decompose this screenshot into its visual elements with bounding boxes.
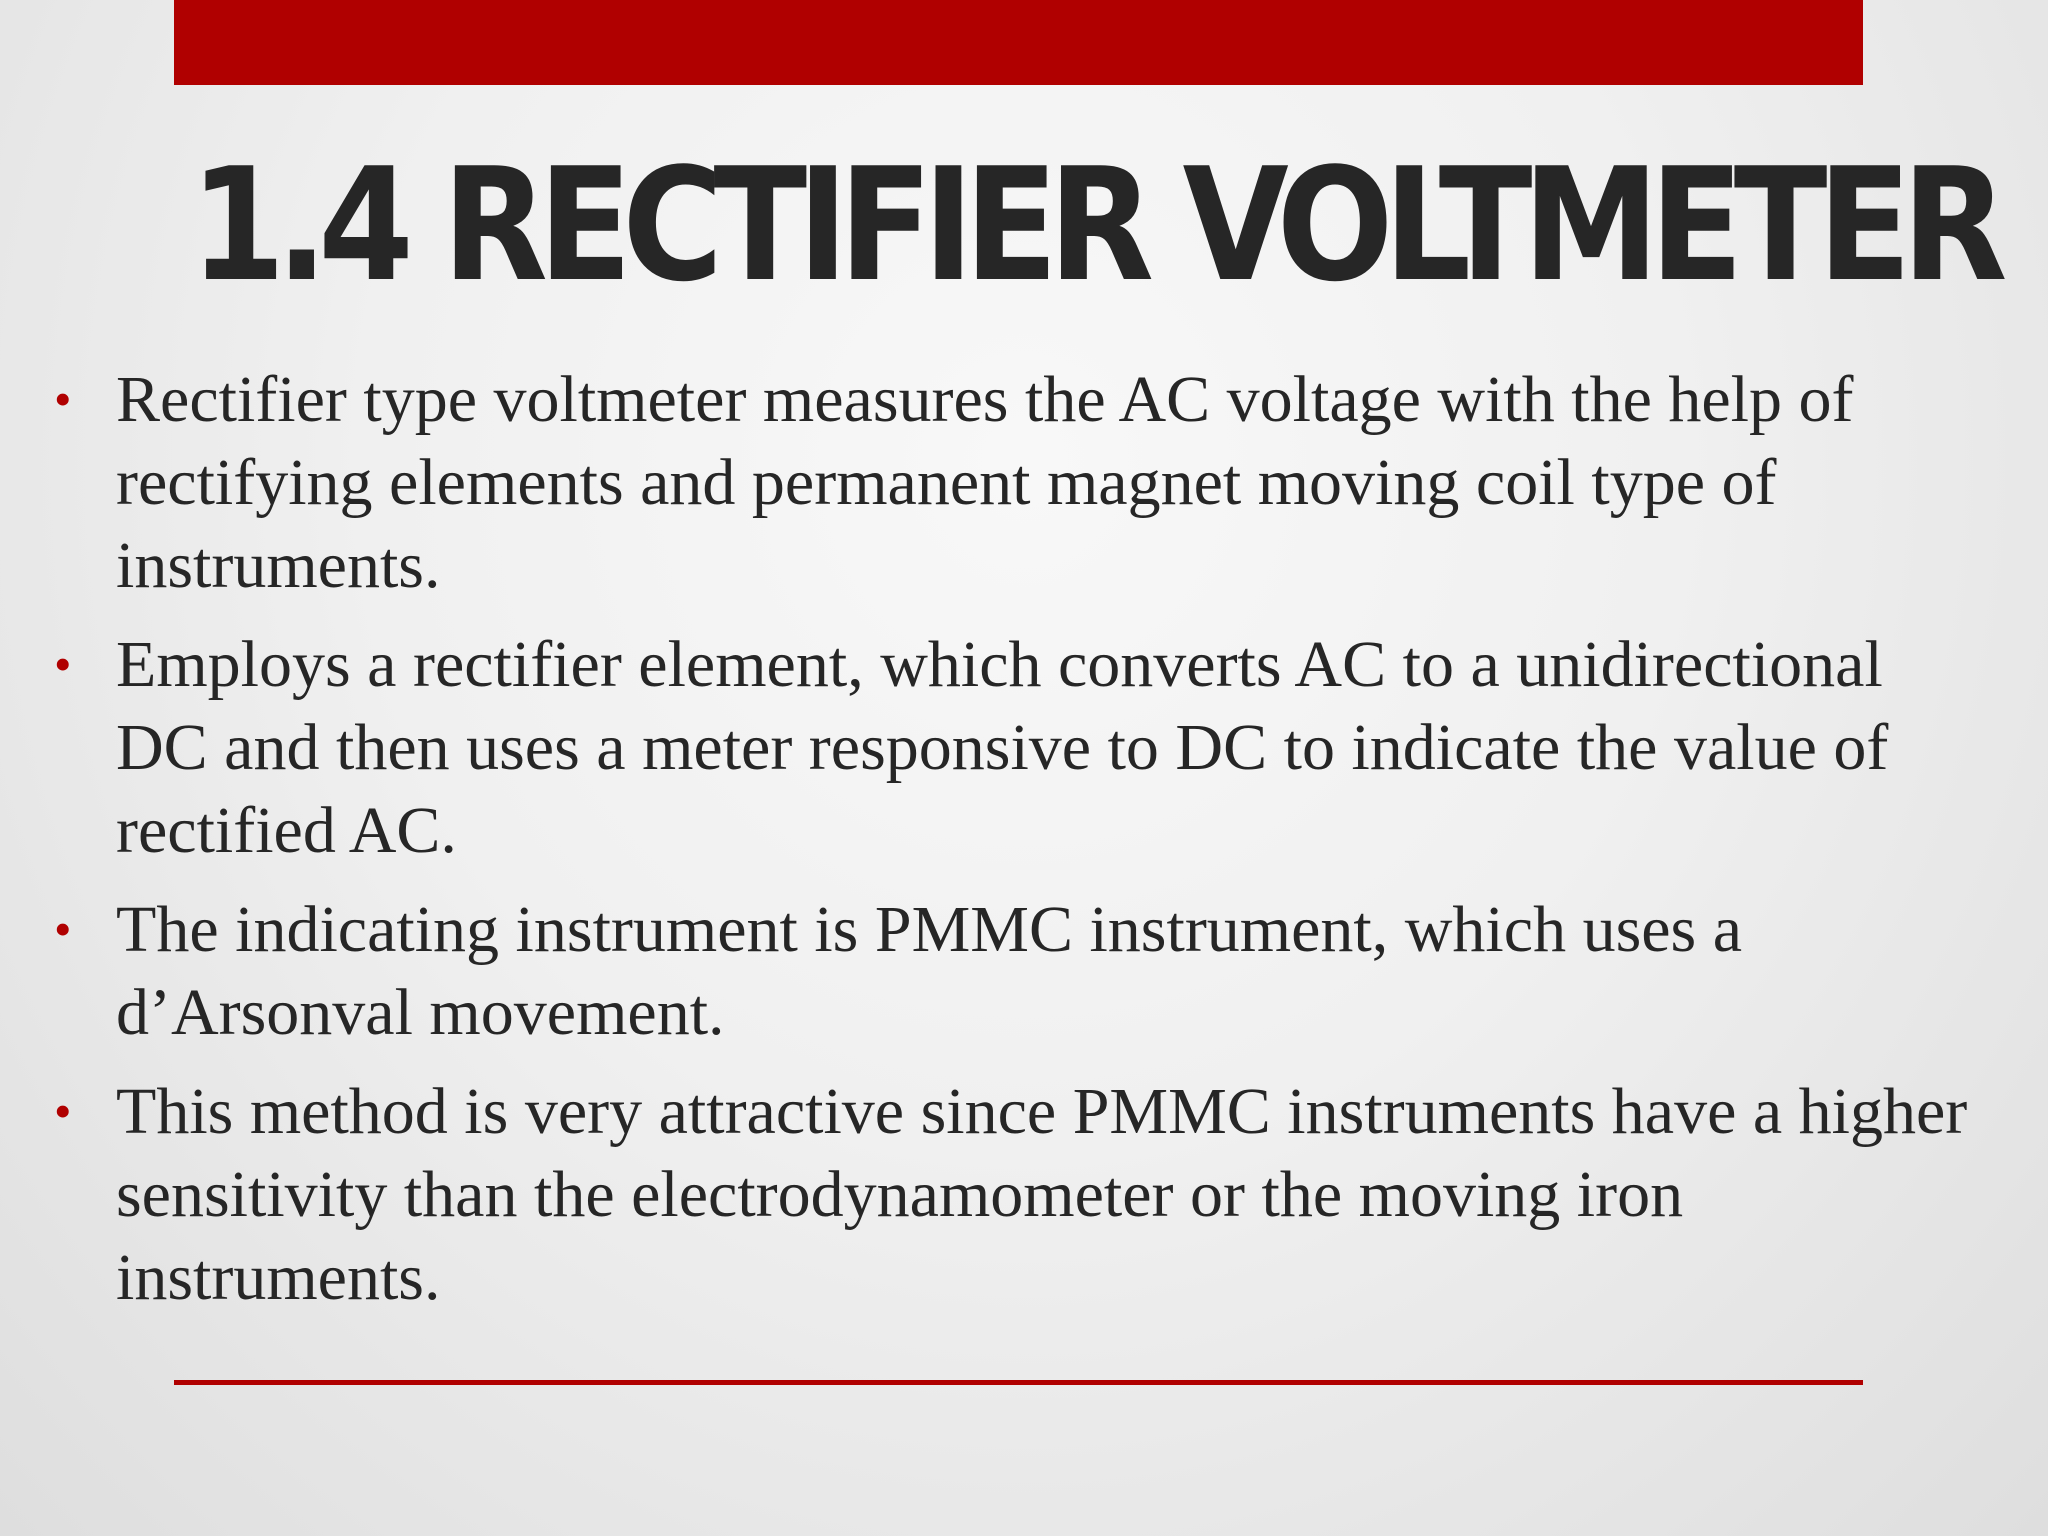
bullet-text: The indicating instrument is PMMC instrument, which uses a d’Arsonval movement.: [116, 893, 1743, 1049]
bullet-item: [54, 1070, 1984, 1319]
bullet-dot-icon: •: [54, 636, 72, 692]
bullet-item: [54, 623, 1984, 872]
bullet-dot-icon: •: [54, 371, 72, 427]
bullet-item: [54, 888, 1984, 1054]
bottom-accent-rule: [174, 1380, 1863, 1385]
slide-title: 1.4 RECTIFIER VOLTMETER: [190, 134, 1998, 316]
top-accent-bar: [174, 0, 1863, 85]
bullet-list: [54, 358, 1984, 1335]
bullet-item: [54, 358, 1984, 607]
bullet-dot-icon: •: [54, 901, 72, 957]
bullet-text: This method is very attractive since PMMC instruments have a higher sensitivity than the electrodynamometer or the moving iron instruments.: [116, 1075, 1968, 1314]
bullet-text: Employs a rectifier element, which converts AC to a unidirectional DC and then uses a meter responsive to DC to indicate the value of rectified AC.: [116, 628, 1889, 867]
bullet-dot-icon: •: [54, 1083, 72, 1139]
bullet-text: Rectifier type voltmeter measures the AC voltage with the help of rectifying elements and permanent magnet moving coil type of instruments.: [116, 363, 1854, 602]
